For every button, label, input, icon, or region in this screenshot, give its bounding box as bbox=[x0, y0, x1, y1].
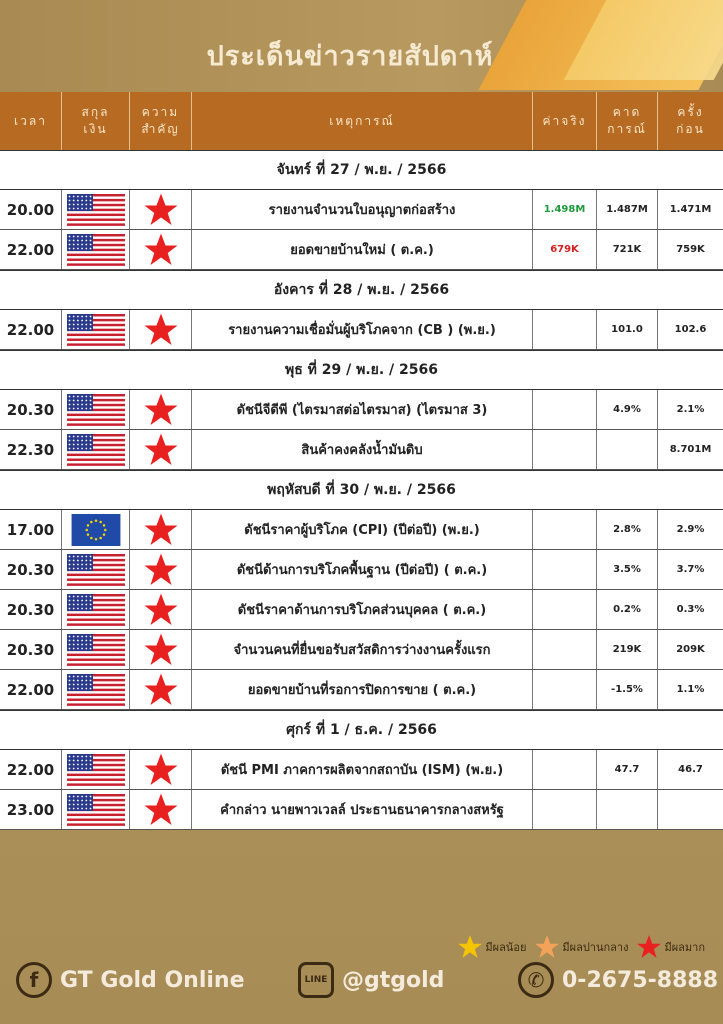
actual-value bbox=[533, 430, 597, 469]
event-time: 20.30 bbox=[0, 390, 62, 429]
event-time: 22.00 bbox=[0, 670, 62, 709]
forecast-value: 0.2% bbox=[597, 590, 658, 629]
forecast-value: 101.0 bbox=[597, 310, 658, 349]
currency-cell bbox=[62, 390, 130, 429]
star-high-icon bbox=[636, 934, 662, 960]
currency-cell bbox=[62, 590, 130, 629]
line-label: @gtgold bbox=[342, 967, 445, 993]
day-header bbox=[0, 270, 723, 310]
importance-cell bbox=[130, 790, 192, 829]
actual-value bbox=[533, 310, 597, 349]
us-flag-icon bbox=[67, 554, 125, 586]
day-label: พฤหัสบดี ที่ 30 / พ.ย. / 2566 bbox=[267, 482, 456, 498]
importance-star-icon bbox=[142, 312, 180, 348]
table-row bbox=[0, 390, 723, 430]
us-flag-icon bbox=[67, 794, 125, 826]
forecast-value: 1.487M bbox=[597, 190, 658, 229]
importance-star-icon bbox=[142, 752, 180, 788]
event-time: 20.30 bbox=[0, 590, 62, 629]
importance-cell bbox=[130, 230, 192, 269]
event-name: ยอดขายบ้านที่รอการปิดการขาย ( ต.ค.) bbox=[192, 670, 533, 709]
actual-value: 679K bbox=[533, 230, 597, 269]
us-flag-icon bbox=[67, 674, 125, 706]
event-name: จำนวนคนที่ยื่นขอรับสวัสดิการว่างงานครั้งแรก bbox=[192, 630, 533, 669]
previous-value: 1.471M bbox=[669, 204, 712, 215]
importance-cell bbox=[130, 190, 192, 229]
header-event: เหตุการณ์ bbox=[192, 92, 533, 150]
importance-cell bbox=[130, 390, 192, 429]
importance-cell bbox=[130, 430, 192, 469]
currency-cell bbox=[62, 230, 130, 269]
previous-value: 102.6 bbox=[674, 324, 707, 335]
currency-cell bbox=[62, 310, 130, 349]
table-row bbox=[0, 510, 723, 550]
us-flag-icon bbox=[67, 594, 125, 626]
us-flag-icon bbox=[67, 434, 125, 466]
event-name: สินค้าคงคลังน้ำมันดิบ bbox=[192, 430, 533, 469]
currency-cell bbox=[62, 670, 130, 709]
forecast-value bbox=[597, 790, 658, 829]
table-body bbox=[0, 150, 723, 830]
importance-cell bbox=[130, 550, 192, 589]
currency-cell bbox=[62, 750, 130, 789]
facebook-icon: f bbox=[16, 962, 52, 998]
event-time: 20.30 bbox=[0, 550, 62, 589]
legend-low-label: มีผลน้อย bbox=[485, 941, 527, 954]
event-name: คำกล่าว นายพาวเวลล์ ประธานธนาคารกลางสหรัฐ bbox=[192, 790, 533, 829]
header-banner bbox=[0, 0, 723, 92]
importance-cell bbox=[130, 670, 192, 709]
previous-value: 1.1% bbox=[676, 684, 705, 695]
actual-value: 1.498M bbox=[533, 190, 597, 229]
table-header bbox=[0, 92, 723, 150]
actual-value bbox=[533, 390, 597, 429]
header-actual: ค่าจริง bbox=[533, 92, 597, 150]
forecast-value: -1.5% bbox=[597, 670, 658, 709]
forecast-value bbox=[597, 430, 658, 469]
phone-label: 0-2675-8888 bbox=[562, 967, 719, 993]
importance-star-icon bbox=[142, 432, 180, 468]
event-time: 22.00 bbox=[0, 750, 62, 789]
page-title: ประเด็นข่าวรายสัปดาห์ bbox=[206, 41, 494, 72]
table-row bbox=[0, 230, 723, 270]
day-header bbox=[0, 470, 723, 510]
legend-medium-label: มีผลปานกลาง bbox=[562, 941, 629, 954]
importance-cell bbox=[130, 510, 192, 549]
forecast-value: 4.9% bbox=[597, 390, 658, 429]
importance-cell bbox=[130, 590, 192, 629]
forecast-value: 2.8% bbox=[597, 510, 658, 549]
actual-value bbox=[533, 790, 597, 829]
importance-star-icon bbox=[142, 672, 180, 708]
event-name: ยอดขายบ้านใหม่ ( ต.ค.) bbox=[192, 230, 533, 269]
day-header bbox=[0, 150, 723, 190]
us-flag-icon bbox=[67, 194, 125, 226]
day-label: พุธ ที่ 29 / พ.ย. / 2566 bbox=[285, 362, 438, 378]
table-row bbox=[0, 670, 723, 710]
actual-value bbox=[533, 670, 597, 709]
day-label: อังคาร ที่ 28 / พ.ย. / 2566 bbox=[273, 282, 450, 298]
forecast-value: 721K bbox=[597, 230, 658, 269]
us-flag-icon bbox=[67, 754, 125, 786]
us-flag-icon bbox=[67, 634, 125, 666]
table-row bbox=[0, 750, 723, 790]
table-row bbox=[0, 430, 723, 470]
header-importance: ความ สำคัญ bbox=[130, 92, 192, 150]
forecast-value: 219K bbox=[597, 630, 658, 669]
event-name: ดัชนีราคาด้านการบริโภคส่วนบุคคล ( ต.ค.) bbox=[192, 590, 533, 629]
phone-link[interactable] bbox=[518, 962, 718, 998]
table-row bbox=[0, 590, 723, 630]
day-label: จันทร์ ที่ 27 / พ.ย. / 2566 bbox=[276, 162, 447, 178]
table-row bbox=[0, 790, 723, 830]
header-currency: สกุล เงิน bbox=[62, 92, 130, 150]
line-icon: LINE bbox=[298, 962, 334, 998]
us-flag-icon bbox=[67, 314, 125, 346]
importance-legend bbox=[457, 934, 711, 960]
importance-star-icon bbox=[142, 552, 180, 588]
us-flag-icon bbox=[67, 234, 125, 266]
currency-cell bbox=[62, 190, 130, 229]
importance-cell bbox=[130, 630, 192, 669]
star-low-icon bbox=[457, 934, 483, 960]
previous-value: 759K bbox=[676, 244, 705, 255]
event-time: 22.30 bbox=[0, 430, 62, 469]
previous-value: 8.701M bbox=[669, 444, 712, 455]
actual-value bbox=[533, 750, 597, 789]
eu-flag-icon bbox=[67, 514, 125, 546]
currency-cell bbox=[62, 630, 130, 669]
header-previous: ครั้ง ก่อน bbox=[676, 105, 705, 136]
facebook-link[interactable] bbox=[16, 962, 245, 998]
previous-value bbox=[658, 790, 723, 829]
forecast-value: 3.5% bbox=[597, 550, 658, 589]
header-forecast: คาด การณ์ bbox=[597, 92, 658, 150]
currency-cell bbox=[62, 550, 130, 589]
previous-value: 3.7% bbox=[676, 564, 705, 575]
table-row bbox=[0, 310, 723, 350]
actual-value bbox=[533, 510, 597, 549]
event-time: 23.00 bbox=[0, 790, 62, 829]
event-name: รายงานจำนวนใบอนุญาตก่อสร้าง bbox=[192, 190, 533, 229]
header-time: เวลา bbox=[0, 92, 62, 150]
currency-cell bbox=[62, 790, 130, 829]
forecast-value: 47.7 bbox=[597, 750, 658, 789]
currency-cell bbox=[62, 430, 130, 469]
day-label: ศุกร์ ที่ 1 / ธ.ค. / 2566 bbox=[286, 722, 437, 738]
event-time: 20.30 bbox=[0, 630, 62, 669]
event-name: ดัชนี PMI ภาคการผลิตจากสถาบัน (ISM) (พ.ย.) bbox=[192, 750, 533, 789]
previous-value: 209K bbox=[676, 644, 705, 655]
facebook-label: GT Gold Online bbox=[60, 967, 245, 993]
actual-value bbox=[533, 550, 597, 589]
importance-star-icon bbox=[142, 192, 180, 228]
us-flag-icon bbox=[67, 394, 125, 426]
event-time: 22.00 bbox=[0, 230, 62, 269]
importance-star-icon bbox=[142, 392, 180, 428]
previous-value: 0.3% bbox=[676, 604, 705, 615]
importance-star-icon bbox=[142, 792, 180, 828]
importance-cell bbox=[130, 750, 192, 789]
importance-star-icon bbox=[142, 512, 180, 548]
actual-value bbox=[533, 590, 597, 629]
legend-high-label: มีผลมาก bbox=[664, 941, 705, 954]
event-time: 20.00 bbox=[0, 190, 62, 229]
day-header bbox=[0, 350, 723, 390]
importance-cell bbox=[130, 310, 192, 349]
importance-star-icon bbox=[142, 232, 180, 268]
line-link[interactable] bbox=[298, 962, 444, 998]
event-time: 17.00 bbox=[0, 510, 62, 549]
importance-star-icon bbox=[142, 632, 180, 668]
actual-value bbox=[533, 630, 597, 669]
event-time: 22.00 bbox=[0, 310, 62, 349]
previous-value: 2.9% bbox=[676, 524, 705, 535]
event-name: ดัชนีจีดีพี (ไตรมาสต่อไตรมาส) (ไตรมาส 3) bbox=[192, 390, 533, 429]
importance-star-icon bbox=[142, 592, 180, 628]
economic-calendar-table bbox=[0, 92, 723, 830]
star-medium-icon bbox=[534, 934, 560, 960]
day-header bbox=[0, 710, 723, 750]
footer-contacts bbox=[0, 962, 723, 1010]
table-row bbox=[0, 550, 723, 590]
table-row bbox=[0, 630, 723, 670]
previous-value: 46.7 bbox=[678, 764, 703, 775]
event-name: ดัชนีราคาผู้บริโภค (CPI) (ปีต่อปี) (พ.ย.) bbox=[192, 510, 533, 549]
event-name: ดัชนีด้านการบริโภคพื้นฐาน (ปีต่อปี) ( ต.ค.) bbox=[192, 550, 533, 589]
phone-icon: ✆ bbox=[518, 962, 554, 998]
table-row bbox=[0, 190, 723, 230]
previous-value: 2.1% bbox=[676, 404, 705, 415]
currency-cell bbox=[62, 510, 130, 549]
event-name: รายงานความเชื่อมั่นผู้บริโภคจาก (CB ) (พ.ย.) bbox=[192, 310, 533, 349]
